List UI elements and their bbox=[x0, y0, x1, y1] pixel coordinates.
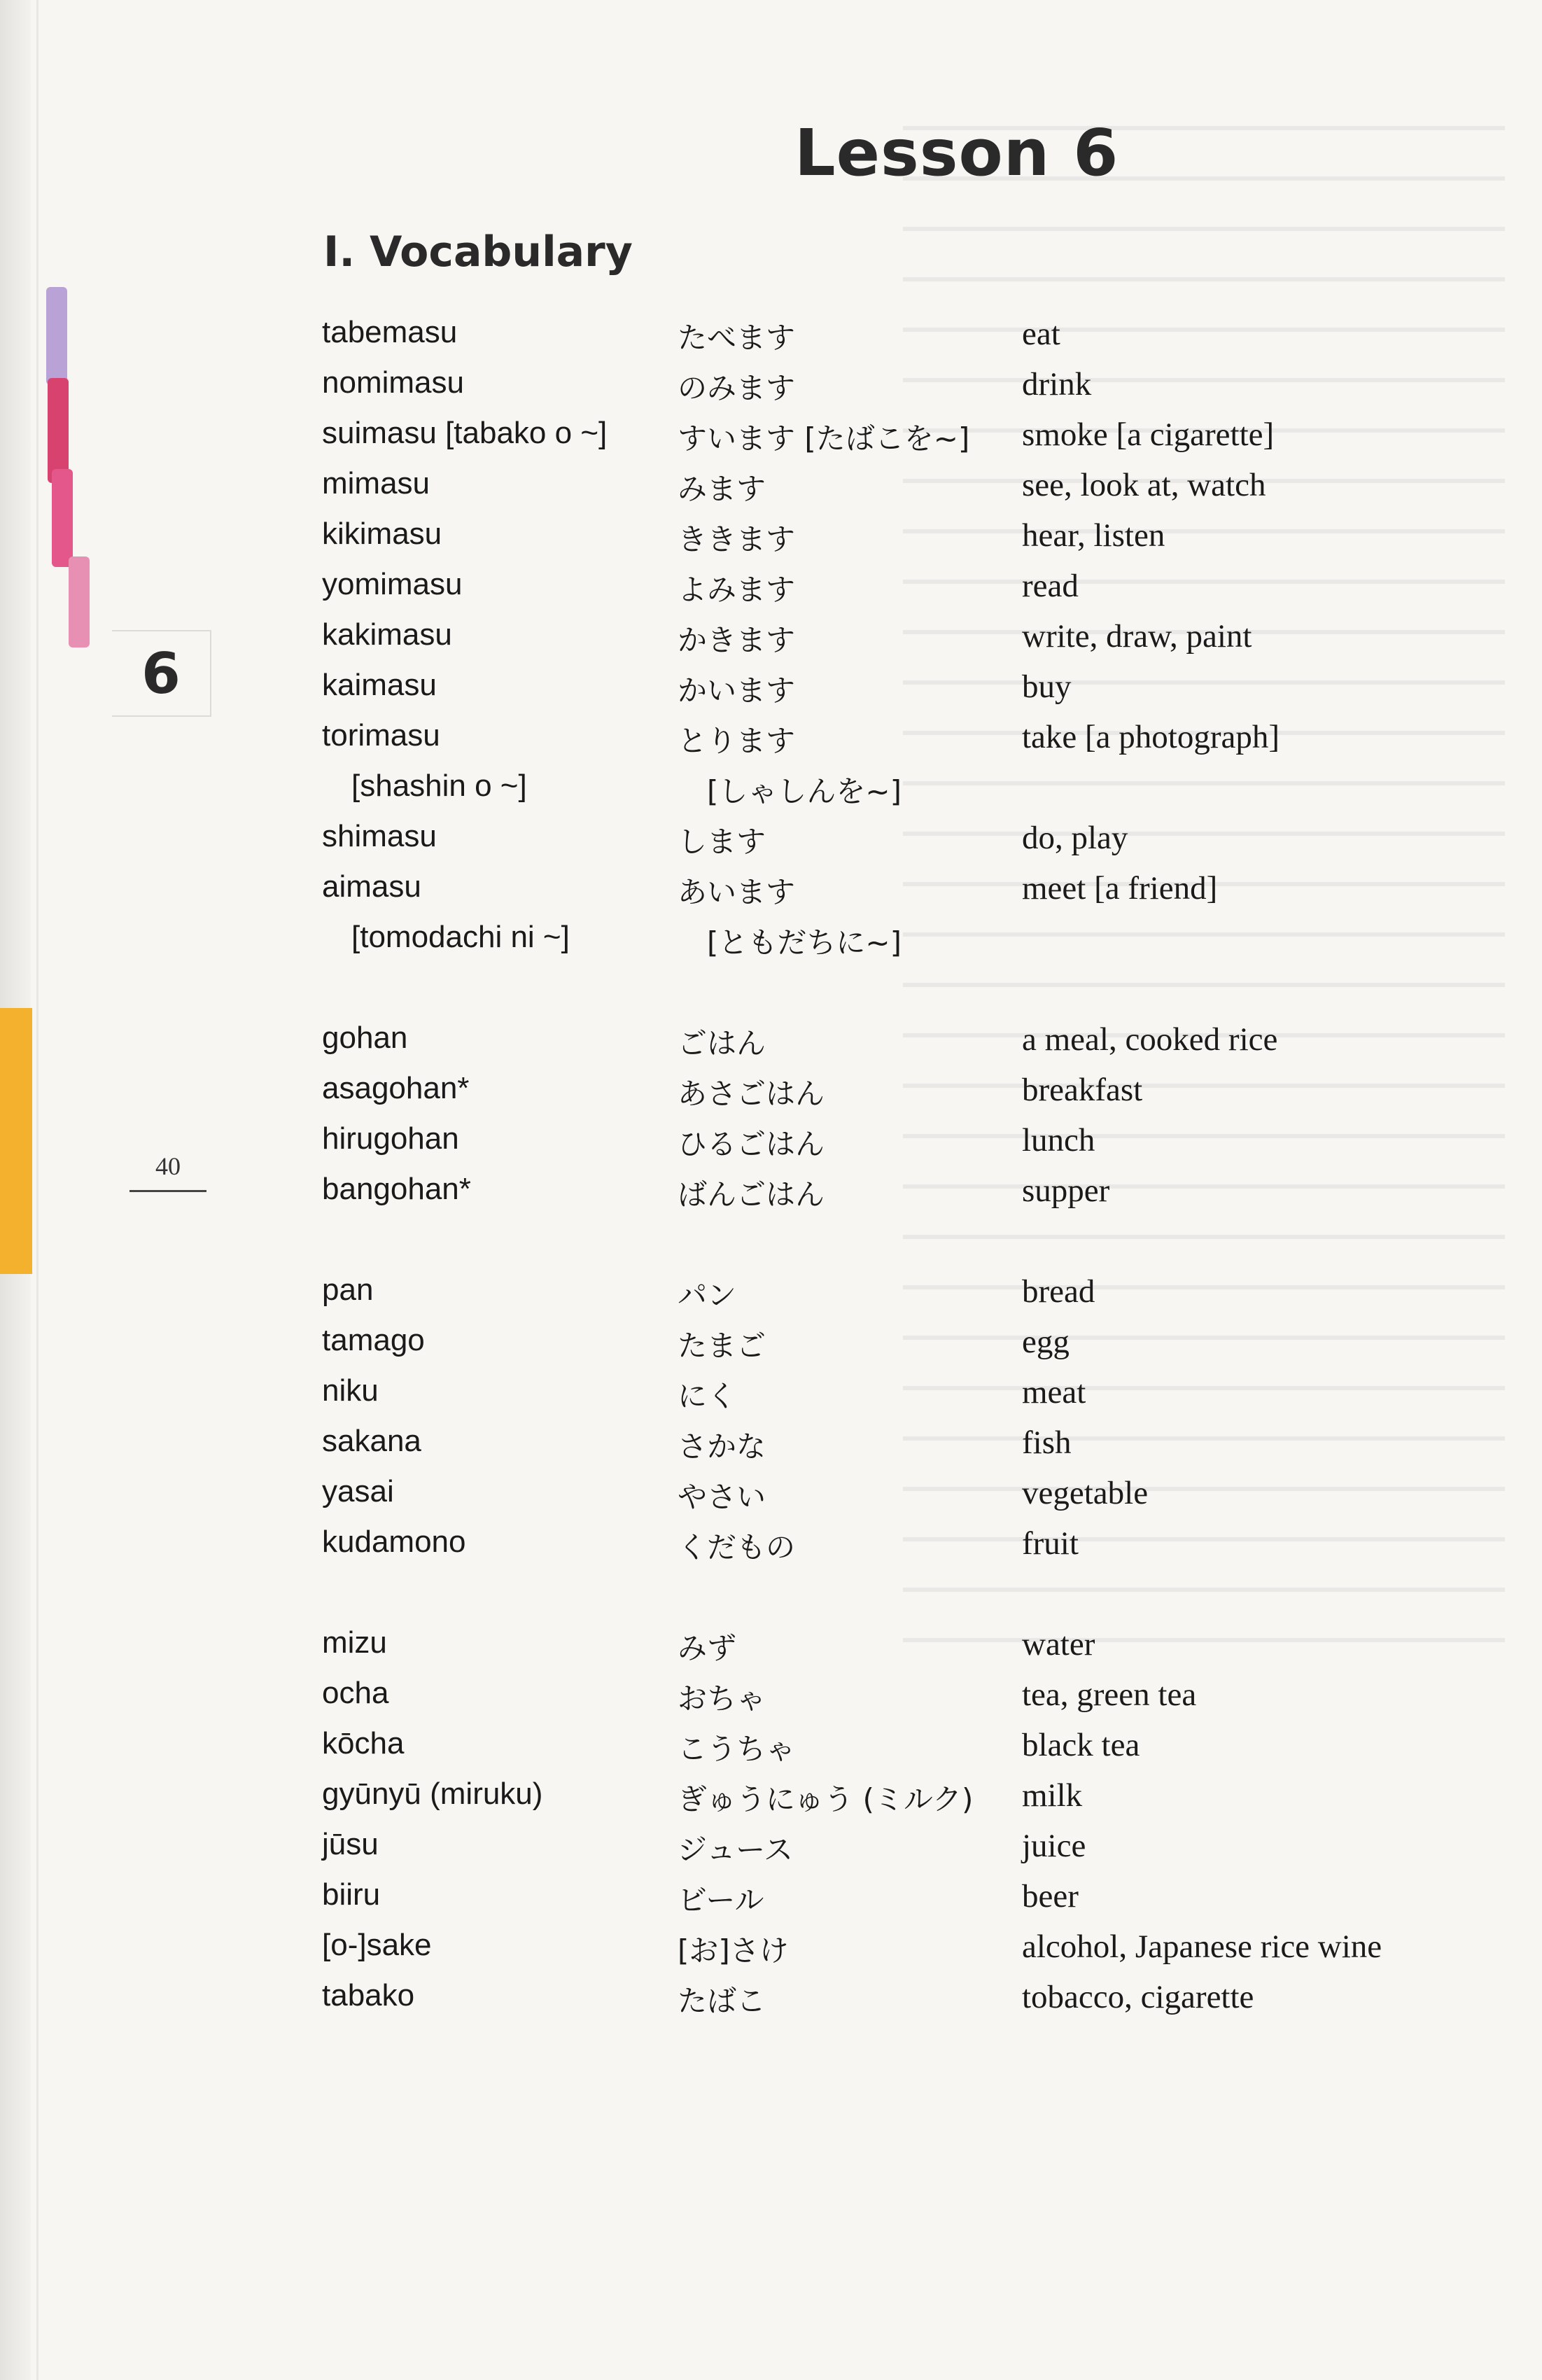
vocab-romaji: sakana bbox=[322, 1424, 421, 1458]
vocab-english: buy bbox=[1022, 668, 1072, 705]
vocab-kana: ばんごはん bbox=[678, 1177, 825, 1212]
vocab-row bbox=[0, 718, 1542, 769]
vocab-row bbox=[0, 315, 1542, 365]
vocab-kana: [ともだちに~] bbox=[707, 925, 902, 960]
vocab-romaji: ocha bbox=[322, 1676, 389, 1710]
vocab-english: read bbox=[1022, 568, 1079, 604]
vocab-kana: たばこ bbox=[678, 1984, 766, 2018]
chapter-number-tab: 6 bbox=[112, 630, 211, 717]
vocab-kana: みます bbox=[678, 472, 766, 506]
vocab-romaji: suimasu [tabako o ~] bbox=[322, 416, 608, 450]
vocab-row bbox=[0, 1273, 1542, 1323]
vocab-kana: ごはん bbox=[678, 1026, 766, 1060]
vocab-kana: たべます bbox=[678, 321, 796, 355]
vocab-romaji: mimasu bbox=[322, 466, 430, 500]
vocab-kana: ジュース bbox=[678, 1833, 794, 1867]
vocab-english: juice bbox=[1022, 1828, 1086, 1864]
vocab-romaji: yasai bbox=[322, 1474, 394, 1508]
vocab-row bbox=[0, 1021, 1542, 1071]
vocab-romaji: yomimasu bbox=[322, 567, 463, 601]
vocab-kana: にく bbox=[678, 1379, 737, 1413]
vocab-english: a meal, cooked rice bbox=[1022, 1021, 1278, 1058]
section-title: I. Vocabulary bbox=[323, 227, 633, 276]
vocab-english: milk bbox=[1022, 1777, 1083, 1814]
vocab-kana: たまご bbox=[678, 1329, 766, 1363]
vocab-english: fruit bbox=[1022, 1525, 1079, 1562]
vocab-kana: こうちゃ bbox=[678, 1732, 796, 1766]
vocab-romaji: aimasu bbox=[322, 869, 421, 904]
vocab-row bbox=[0, 617, 1542, 668]
vocab-english: do, play bbox=[1022, 820, 1128, 856]
vocab-romaji: bangohan* bbox=[322, 1172, 471, 1206]
vocab-romaji: [tomodachi ni ~] bbox=[351, 920, 570, 954]
vocab-row bbox=[0, 1323, 1542, 1373]
vocab-romaji: hirugohan bbox=[322, 1121, 459, 1156]
vocab-kana: やさい bbox=[678, 1480, 766, 1514]
vocab-english: supper bbox=[1022, 1172, 1110, 1209]
vocab-row bbox=[0, 769, 1542, 819]
vocab-kana: かきます bbox=[678, 623, 796, 657]
vocab-kana: すいます [たばこを~] bbox=[678, 421, 970, 456]
vocab-romaji: [shashin o ~] bbox=[351, 769, 527, 803]
vocab-kana: みず bbox=[678, 1631, 737, 1665]
vocab-kana: おちゃ bbox=[678, 1681, 766, 1716]
vocab-romaji: kakimasu bbox=[322, 617, 452, 652]
vocab-english: meat bbox=[1022, 1374, 1086, 1410]
vocab-english: lunch bbox=[1022, 1122, 1095, 1158]
vocab-romaji: kaimasu bbox=[322, 668, 437, 702]
vocab-row bbox=[0, 1525, 1542, 1575]
vocab-row bbox=[0, 466, 1542, 517]
vocab-english: black tea bbox=[1022, 1727, 1140, 1763]
vocab-row bbox=[0, 869, 1542, 920]
vocab-romaji: mizu bbox=[322, 1625, 387, 1660]
vocab-row bbox=[0, 365, 1542, 416]
vocab-row bbox=[0, 1121, 1542, 1172]
lesson-title: Lesson 6 bbox=[794, 115, 1119, 190]
vocab-english: vegetable bbox=[1022, 1475, 1149, 1511]
vocab-kana: あいます bbox=[678, 875, 796, 909]
vocab-row bbox=[0, 1827, 1542, 1877]
vocab-row bbox=[0, 1071, 1542, 1121]
vocab-english: alcohol, Japanese rice wine bbox=[1022, 1928, 1382, 1965]
vocab-row bbox=[0, 1424, 1542, 1474]
vocab-english: egg bbox=[1022, 1324, 1070, 1360]
vocab-row bbox=[0, 1726, 1542, 1777]
vocab-row bbox=[0, 1172, 1542, 1222]
page-number: 40 bbox=[155, 1152, 181, 1180]
vocab-romaji: pan bbox=[322, 1273, 374, 1307]
vocab-english: drink bbox=[1022, 366, 1092, 402]
vocab-kana: よみます bbox=[678, 573, 796, 607]
vocab-kana: [しゃしんを~] bbox=[707, 774, 902, 808]
vocab-kana: とります bbox=[678, 724, 796, 758]
vocab-romaji: kudamono bbox=[322, 1525, 466, 1559]
vocab-english: hear, listen bbox=[1022, 517, 1165, 554]
vocab-kana: [お]さけ bbox=[678, 1933, 789, 1968]
vocab-row bbox=[0, 1625, 1542, 1676]
vocab-english: tobacco, cigarette bbox=[1022, 1979, 1254, 2015]
vocab-english: meet [a friend] bbox=[1022, 870, 1218, 906]
vocab-kana: ビール bbox=[678, 1883, 764, 1917]
vocab-row bbox=[0, 920, 1542, 970]
vocab-row bbox=[0, 1676, 1542, 1726]
vocab-row bbox=[0, 1978, 1542, 2029]
vocab-romaji: tabemasu bbox=[322, 315, 458, 349]
vocab-kana: かいます bbox=[678, 673, 796, 708]
vocab-kana: パン bbox=[678, 1278, 737, 1312]
vocab-row bbox=[0, 1474, 1542, 1525]
vocab-row bbox=[0, 1373, 1542, 1424]
vocab-kana: さかな bbox=[678, 1429, 766, 1464]
vocab-romaji: [o-]sake bbox=[322, 1928, 432, 1962]
vocab-row bbox=[0, 1928, 1542, 1978]
vocab-romaji: nomimasu bbox=[322, 365, 464, 400]
vocab-english: eat bbox=[1022, 316, 1060, 352]
vocab-romaji: asagohan* bbox=[322, 1071, 470, 1105]
vocab-english: tea, green tea bbox=[1022, 1676, 1197, 1713]
vocab-kana: ぎゅうにゅう (ミルク) bbox=[678, 1782, 974, 1816]
vocab-english: breakfast bbox=[1022, 1072, 1143, 1108]
vocab-row bbox=[0, 517, 1542, 567]
vocab-kana: くだもの bbox=[678, 1530, 796, 1564]
vocab-english: beer bbox=[1022, 1878, 1079, 1914]
vocab-romaji: niku bbox=[322, 1373, 379, 1408]
vocab-romaji: shimasu bbox=[322, 819, 437, 853]
vocab-english: see, look at, watch bbox=[1022, 467, 1266, 503]
vocab-kana: のみます bbox=[678, 371, 796, 405]
vocab-row bbox=[0, 416, 1542, 466]
vocab-english: fish bbox=[1022, 1424, 1072, 1461]
vocab-english: water bbox=[1022, 1626, 1095, 1662]
vocab-kana: します bbox=[678, 825, 766, 859]
vocab-row bbox=[0, 1777, 1542, 1827]
vocab-romaji: tamago bbox=[322, 1323, 425, 1357]
vocab-english: write, draw, paint bbox=[1022, 618, 1252, 654]
vocab-romaji: gyūnyū (miruku) bbox=[322, 1777, 543, 1811]
vocab-row bbox=[0, 1877, 1542, 1928]
vocab-romaji: torimasu bbox=[322, 718, 440, 752]
vocab-english: take [a photograph] bbox=[1022, 719, 1280, 755]
vocab-romaji: kikimasu bbox=[322, 517, 442, 551]
vocab-row bbox=[0, 819, 1542, 869]
vocab-english: smoke [a cigarette] bbox=[1022, 416, 1275, 453]
vocab-kana: ひるごはん bbox=[678, 1127, 825, 1161]
vocab-romaji: biiru bbox=[322, 1877, 381, 1912]
vocab-romaji: gohan bbox=[322, 1021, 408, 1055]
vocab-row bbox=[0, 567, 1542, 617]
vocabulary-list bbox=[0, 315, 1542, 2029]
vocab-romaji: tabako bbox=[322, 1978, 415, 2012]
vocab-kana: あさごはん bbox=[678, 1077, 825, 1111]
vocab-row bbox=[0, 668, 1542, 718]
vocab-kana: ききます bbox=[678, 522, 796, 556]
vocab-english: bread bbox=[1022, 1273, 1095, 1310]
vocab-romaji: kōcha bbox=[322, 1726, 405, 1760]
vocab-romaji: jūsu bbox=[322, 1827, 379, 1861]
